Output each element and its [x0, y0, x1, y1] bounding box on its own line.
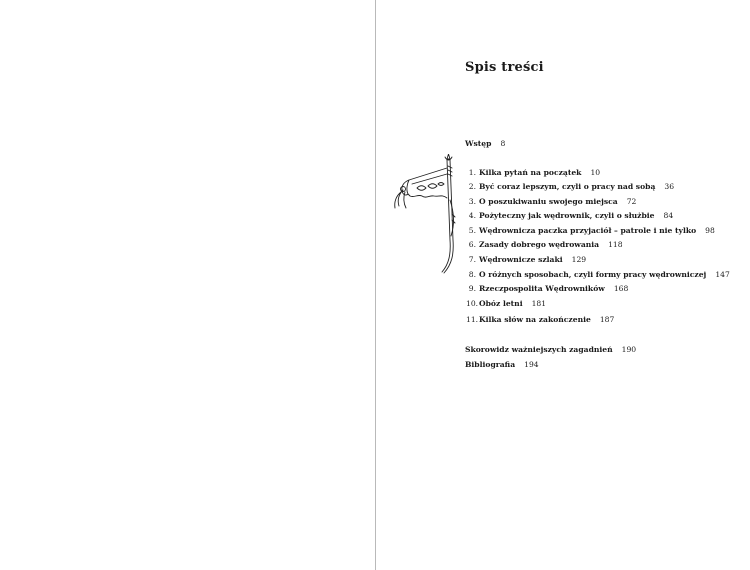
toc-chapter[interactable]: [466, 299, 746, 309]
chapter-page: 187: [599, 315, 615, 324]
chapter-number: 4.: [468, 211, 476, 220]
chapter-number: 2.: [468, 182, 476, 191]
chapter-number: 9.: [468, 284, 476, 293]
chapter-number: 5.: [468, 226, 476, 235]
chapter-number: 10.: [466, 299, 479, 308]
toc-chapter[interactable]: [466, 284, 746, 294]
chapter-number: 11.: [466, 315, 479, 324]
toc-chapter[interactable]: [466, 211, 746, 221]
toc-index-label: Skorowidz ważniejszych zagadnień: [465, 345, 613, 354]
chapter-title: Obóz letni: [479, 299, 523, 308]
chapter-title: Rzeczpospolita Wędrowników: [479, 284, 605, 293]
toc-intro-label: Wstęp: [465, 139, 492, 148]
toc-chapter[interactable]: [466, 226, 746, 236]
chapter-number: 6.: [468, 240, 476, 249]
chapter-page: 72: [626, 197, 637, 206]
chapter-title: Pożyteczny jak wędrownik, czyli o służbie: [479, 211, 655, 220]
toc-index[interactable]: [465, 345, 636, 355]
chapter-title: Wędrownicza paczka przyjaciół – patrole i nie tylko: [479, 226, 697, 235]
chapter-number: 3.: [468, 197, 476, 206]
scout-banner-illustration: [392, 154, 464, 276]
toc-chapter[interactable]: [466, 255, 746, 265]
chapter-page: 129: [571, 255, 587, 264]
toc-title: Spis treści: [465, 60, 544, 75]
chapter-page: 84: [663, 211, 674, 220]
chapter-page: 36: [664, 182, 675, 191]
toc-index-page: 190: [621, 345, 637, 354]
book-gutter: [375, 0, 376, 570]
chapter-title: O poszukiwaniu swojego miejsca: [479, 197, 618, 206]
chapter-page: 147: [715, 270, 730, 279]
chapter-number: 7.: [468, 255, 476, 264]
chapter-title: Wędrownicze szlaki: [479, 255, 563, 264]
chapter-title: Kilka słów na zakończenie: [479, 315, 591, 324]
chapter-page: 10: [590, 168, 601, 177]
toc-intro-page: 8: [500, 139, 506, 148]
toc-chapter[interactable]: [466, 270, 746, 280]
chapter-page: 181: [531, 299, 547, 308]
chapter-title: O różnych sposobach, czyli formy pracy wędrowniczej: [479, 270, 707, 279]
chapter-title: Kilka pytań na początek: [479, 168, 582, 177]
toc-intro[interactable]: [465, 139, 505, 149]
toc-chapter[interactable]: [466, 240, 746, 250]
toc-chapter[interactable]: [466, 315, 746, 325]
toc-bibliography[interactable]: [465, 360, 539, 370]
chapter-number: 8.: [468, 270, 476, 279]
chapter-number: 1.: [468, 168, 476, 177]
chapter-page: 98: [705, 226, 715, 235]
toc-chapter[interactable]: [466, 197, 746, 207]
chapter-title: Zasady dobrego wędrowania: [479, 240, 600, 249]
toc-chapter[interactable]: [466, 182, 746, 192]
chapter-page: 118: [608, 240, 623, 249]
toc-bibliography-label: Bibliografia: [465, 360, 516, 369]
toc-bibliography-page: 194: [524, 360, 539, 369]
chapter-page: 168: [613, 284, 629, 293]
chapter-title: Być coraz lepszym, czyli o pracy nad sobą: [479, 182, 656, 191]
toc-chapter[interactable]: [466, 168, 746, 178]
